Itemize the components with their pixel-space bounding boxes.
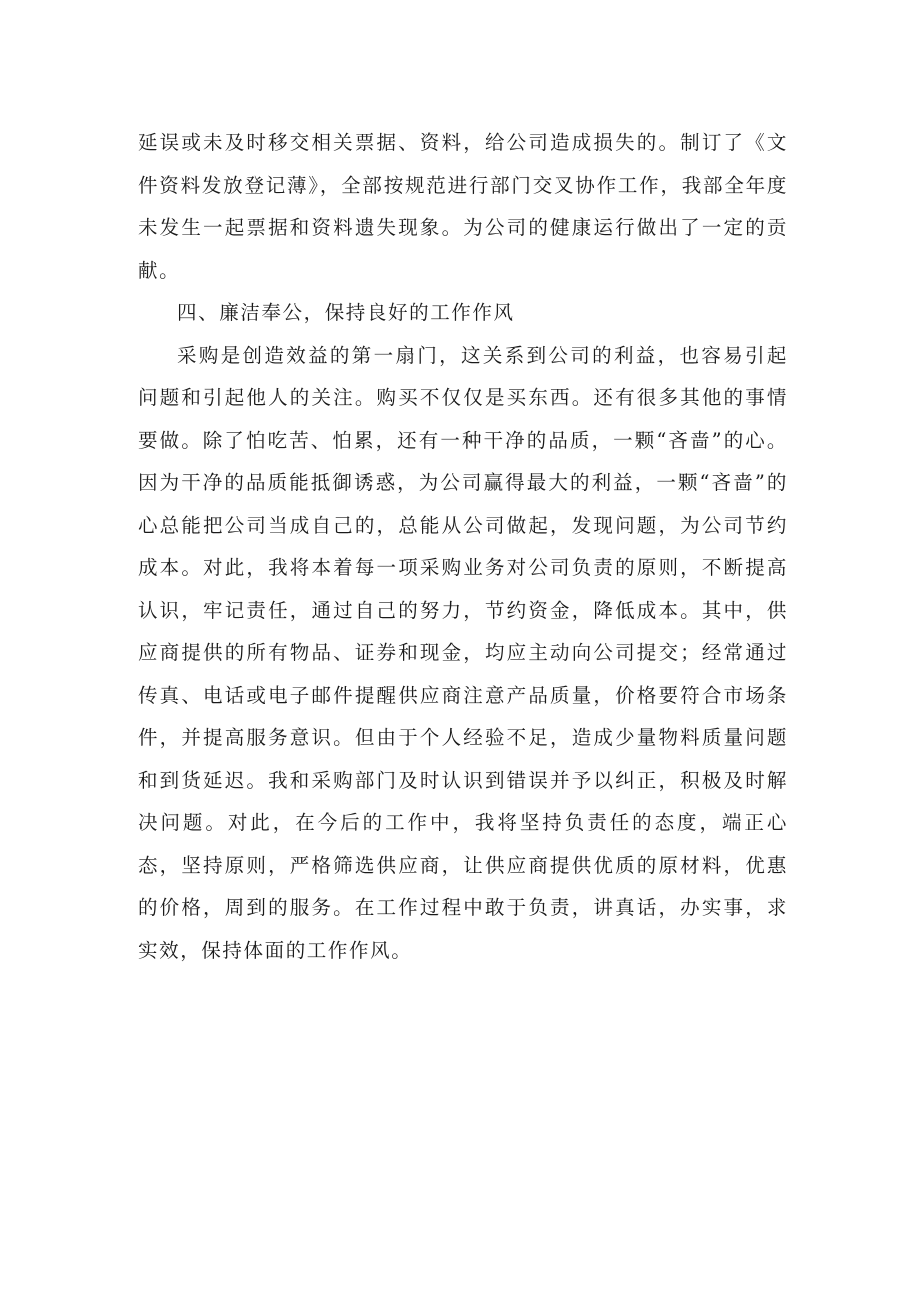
- document-body: [138, 122, 788, 972]
- body-paragraph: 采购是创造效益的第一扇门，这关系到公司的利益，也容易引起问题和引起他人的关注。购买不仅仅是买东西。还有很多其他的事情要做。除了怕吃苦、怕累，还有一种干净的品质，一颗“吝啬”的心。因为干净的品质能抵御诱惑，为公司赢得最大的利益，一颗“吝啬”的心总能把公司当成自己的，总能从公司做起，发现问题，为公司节约成本。对此，我将本着每一项采购业务对公司负责的原则，不断提高认识，牢记责任，通过自己的努力，节约资金，降低成本。其中，供应商提供的所有物品、证券和现金，均应主动向公司提交；经常通过传真、电话或电子邮件提醒供应商注意产品质量，价格要符合市场条件，并提高服务意识。但由于个人经验不足，造成少量物料质量问题和到货延迟。我和采购部门及时认识到错误并予以纠正，积极及时解决问题。对此，在今后的工作中，我将坚持负责任的态度，端正心态，坚持原则，严格筛选供应商，让供应商提供优质的原材料，优惠的价格，周到的服务。在工作过程中敢于负责，讲真话，办实事，求实效，保持体面的工作作风。: [138, 343, 788, 962]
- section-heading: 四、廉洁奉公，保持良好的工作作风: [177, 301, 515, 324]
- continued-paragraph: 延误或未及时移交相关票据、资料，给公司造成损失的。制订了《文件资料发放登记薄》，全部按规范进行部门交叉协作工作，我部全年度未发生一起票据和资料遗失现象。为公司的健康运行做出了一定的贡献。: [138, 131, 788, 282]
